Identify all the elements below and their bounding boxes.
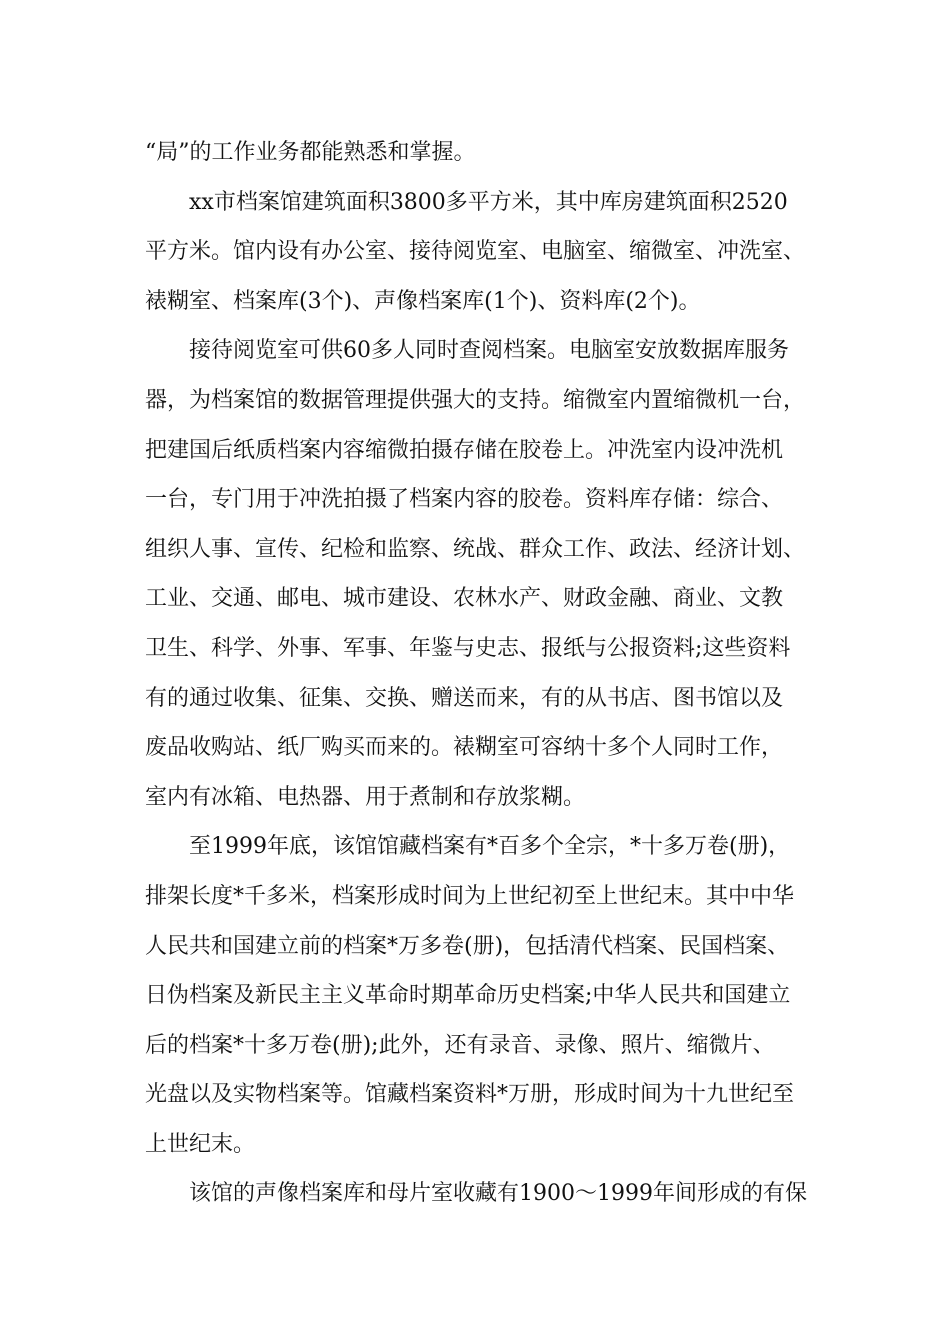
- text-line: “局”的工作业务都能熟悉和掌握。: [145, 140, 476, 165]
- text-line: 光盘以及实物档案等。馆藏档案资料*万册，形成时间为十九世纪至: [145, 1082, 795, 1108]
- paragraph: [145, 178, 825, 327]
- text-line: 后的档案*十多万卷(册);此外，还有录音、录像、照片、缩微片、: [145, 1032, 775, 1058]
- text-line: 工业、交通、邮电、城市建设、农林水产、财政金融、商业、文教: [145, 586, 784, 612]
- text-line: 排架长度*千多米，档案形成时间为上世纪初至上世纪末。其中中华: [145, 883, 795, 909]
- text-line: 平方米。馆内设有办公室、接待阅览室、电脑室、缩微室、冲洗室、: [145, 239, 806, 265]
- text-line: 日伪档案及新民主主义革命时期革命历史档案;中华人民共和国建立: [145, 983, 791, 1009]
- text-line: 上世纪末。: [145, 1131, 256, 1157]
- text-line: 裱糊室、档案库(3个)、声像档案库(1个)、资料库(2个)。: [145, 288, 701, 314]
- text-line: 卫生、科学、外事、军事、年鉴与史志、报纸与公报资料;这些资料: [145, 635, 791, 661]
- text-line: 把建国后纸质档案内容缩微拍摄存储在胶卷上。冲洗室内设冲洗机: [145, 437, 784, 463]
- text-line: 一台，专门用于冲洗拍摄了档案内容的胶卷。资料库存储：综合、: [145, 487, 784, 513]
- paragraph: [145, 822, 825, 1169]
- paragraph: [145, 1169, 825, 1219]
- text-line: 室内有冰箱、电热器、用于煮制和存放浆糊。: [145, 784, 586, 810]
- text-line: 至1999年底，该馆馆藏档案有*百多个全宗，*十多万卷(册)，: [189, 834, 791, 860]
- text-line: 该馆的声像档案库和母片室收藏有1900～1999年间形成的有保: [189, 1181, 807, 1207]
- text-line: 有的通过收集、征集、交换、赠送而来，有的从书店、图书馆以及: [145, 685, 784, 711]
- text-line: 废品收购站、纸厂购买而来的。裱糊室可容纳十多个人同时工作，: [145, 735, 784, 761]
- paragraph: [145, 326, 825, 822]
- text-line: xx市档案馆建筑面积3800多平方米，其中库房建筑面积2520: [189, 189, 788, 215]
- text-line: 人民共和国建立前的档案*万多卷(册)，包括清代档案、民国档案、: [145, 933, 790, 959]
- document-body: [145, 128, 825, 1219]
- text-line: 组织人事、宣传、纪检和监察、统战、群众工作、政法、经济计划、: [145, 536, 806, 562]
- text-line: 接待阅览室可供60多人同时查阅档案。电脑室安放数据库服务: [189, 338, 789, 364]
- paragraph: [145, 128, 825, 178]
- text-line: 器，为档案馆的数据管理提供强大的支持。缩微室内置缩微机一台，: [145, 387, 806, 413]
